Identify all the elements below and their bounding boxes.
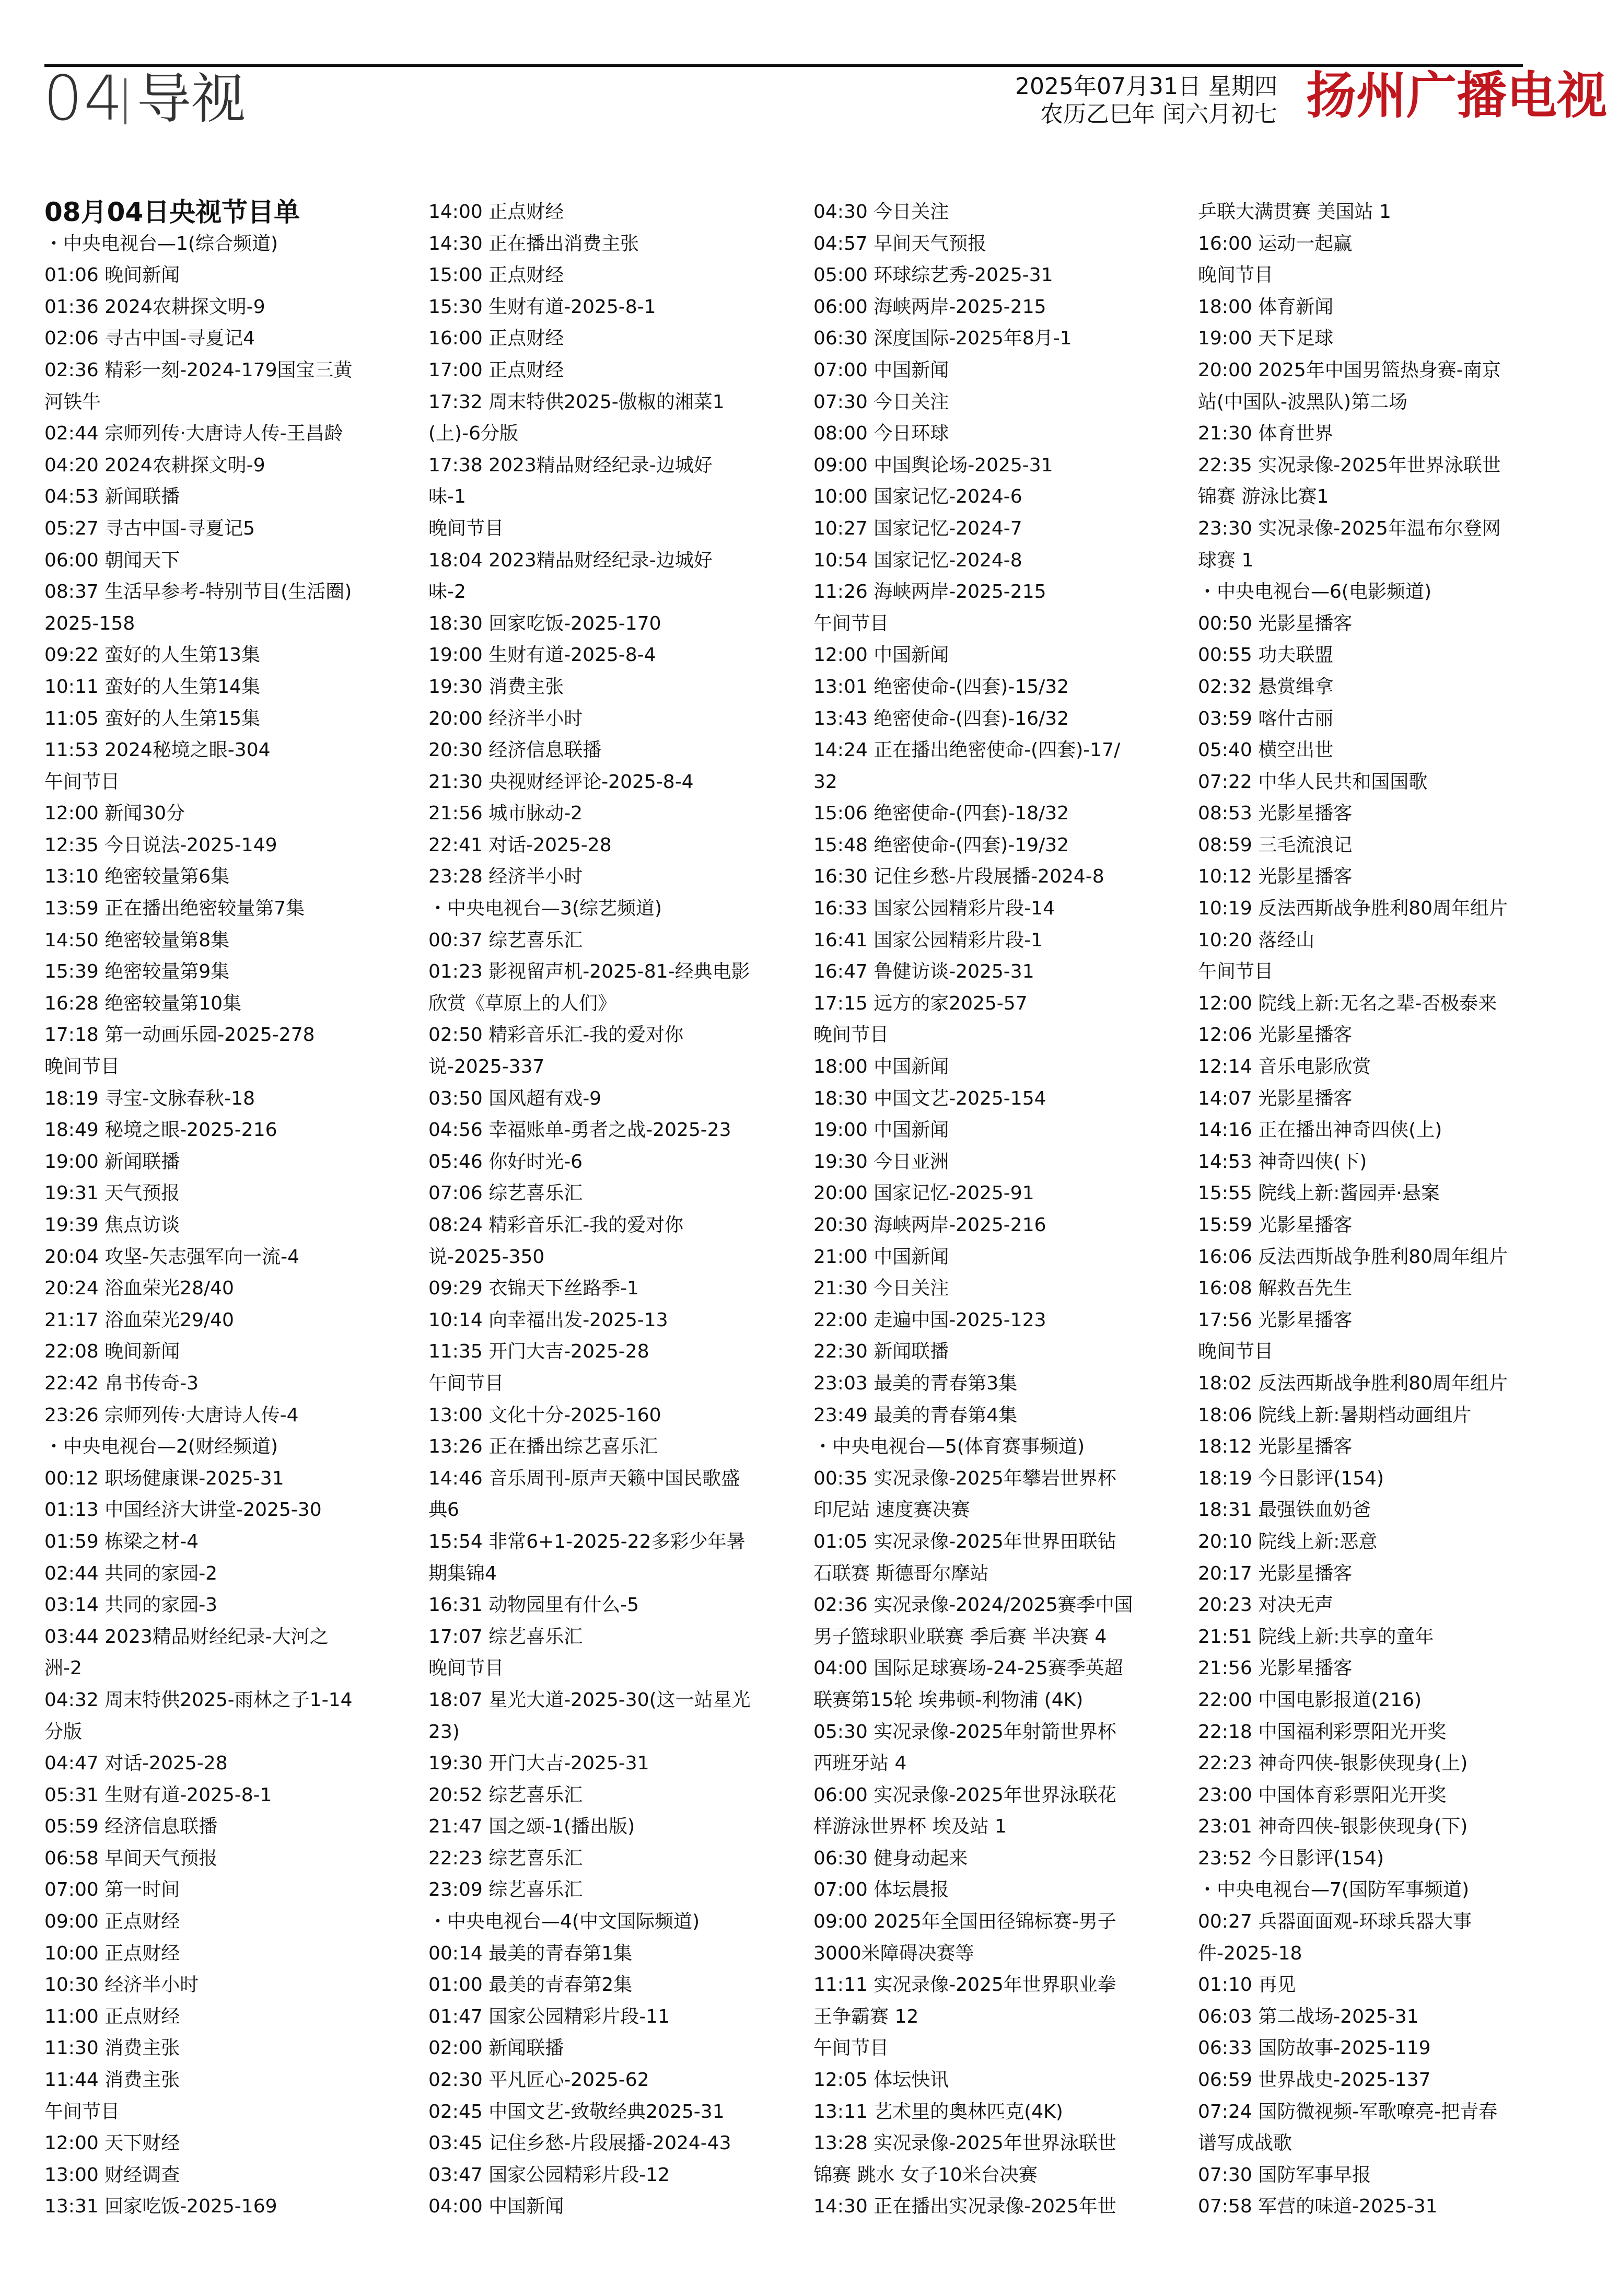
listing-line: 04:56 幸福账单-勇者之战-2025-23 <box>428 1119 731 1141</box>
listing-line: 21:17 浴血荣光29/40 <box>44 1309 234 1331</box>
listing-line: 07:30 今日关注 <box>813 391 949 413</box>
listing-line: 14:24 正在播出绝密使命-(四套)-17/ <box>813 739 1121 761</box>
listing-line: 19:31 天气预报 <box>44 1182 180 1204</box>
listing-line: 22:30 新闻联播 <box>813 1341 949 1363</box>
listing-line: 17:15 远方的家2025-57 <box>813 992 1028 1014</box>
listing-line: 06:33 国防故事-2025-119 <box>1198 2037 1431 2059</box>
logo-text: 扬州广播电视 <box>1306 66 1607 125</box>
listing-line: 06:00 朝闻天下 <box>44 549 180 571</box>
period-heading: 晚间节目 <box>813 1024 889 1046</box>
listing-line: 20:24 浴血荣光28/40 <box>44 1278 234 1300</box>
listing-line: 11:26 海峡两岸-2025-215 <box>813 581 1046 603</box>
listing-line: 13:31 回家吃饭-2025-169 <box>44 2196 277 2218</box>
listing-line: 08:37 生活早参考-特别节目(生活圈) <box>44 581 352 603</box>
channel-heading: ・中央电视台—7(国防军事频道) <box>1198 1879 1469 1901</box>
listing-line: 23:28 经济半小时 <box>428 866 583 888</box>
listing-line: 09:00 正点财经 <box>44 1911 180 1933</box>
listing-line: 19:00 新闻联播 <box>44 1151 180 1173</box>
channel-heading: ・中央电视台—4(中文国际频道) <box>428 1911 700 1933</box>
listing-line: 16:33 国家公园精彩片段-14 <box>813 898 1055 920</box>
listing-line: 味-1 <box>428 486 466 508</box>
listing-line: 04:47 对话-2025-28 <box>44 1753 228 1775</box>
listing-line: 15:06 绝密使命-(四套)-18/32 <box>813 803 1069 825</box>
listing-line: 男子篮球职业联赛 季后赛 半决赛 4 <box>813 1626 1107 1648</box>
listing-line: 锦赛 跳水 女子10米台决赛 <box>813 2164 1038 2186</box>
listing-line: 21:00 中国新闻 <box>813 1246 949 1268</box>
channel-heading: ・中央电视台—5(体育赛事频道) <box>813 1436 1085 1458</box>
listing-line: 07:06 综艺喜乐汇 <box>428 1182 583 1204</box>
listing-line: 32 <box>813 771 837 793</box>
listing-line: 19:30 开门大吉-2025-31 <box>428 1753 649 1775</box>
listing-line: 说-2025-337 <box>428 1056 545 1078</box>
listing-line: 20:00 2025年中国男篮热身赛-南京 <box>1198 359 1501 381</box>
listing-line: 18:19 今日影评(154) <box>1198 1467 1384 1489</box>
listing-line: 17:07 综艺喜乐汇 <box>428 1626 583 1648</box>
page-number: 04 <box>43 62 124 134</box>
listing-line: 07:58 军营的味道-2025-31 <box>1198 2196 1438 2218</box>
listing-line: 17:38 2023精品财经纪录-边城好 <box>428 454 713 476</box>
listing-line: 19:00 天下足球 <box>1198 328 1334 350</box>
listing-column-1 <box>44 196 410 2223</box>
listing-line: 件-2025-18 <box>1198 1942 1302 1964</box>
listing-line: 13:28 实况录像-2025年世界泳联世 <box>813 2132 1116 2154</box>
listing-line: 02:44 共同的家园-2 <box>44 1562 218 1584</box>
listing-line: 站(中国队-波黑队)第二场 <box>1198 391 1408 413</box>
listing-line: 12:35 今日说法-2025-149 <box>44 834 277 856</box>
listing-line: 21:56 光影星播客 <box>1198 1657 1353 1679</box>
listing-line: 01:06 晚间新闻 <box>44 264 180 286</box>
period-heading: 午间节目 <box>813 612 889 634</box>
listing-line: 09:22 蛮好的人生第13集 <box>44 644 260 666</box>
listing-line: 20:30 海峡两岸-2025-216 <box>813 1214 1046 1236</box>
listing-line: 20:52 综艺喜乐汇 <box>428 1784 583 1806</box>
listing-line: 12:00 中国新闻 <box>813 644 949 666</box>
listing-line: 13:43 绝密使命-(四套)-16/32 <box>813 708 1069 729</box>
listing-line: 石联赛 斯德哥尔摩站 <box>813 1562 989 1584</box>
channel-heading: ・中央电视台—1(综合频道) <box>44 233 278 254</box>
listing-line: 12:05 体坛快讯 <box>813 2069 949 2091</box>
listing-line: 04:53 新闻联播 <box>44 486 180 508</box>
listing-line: 典6 <box>428 1499 459 1521</box>
listing-line: 05:27 寻古中国-寻夏记5 <box>44 517 255 539</box>
listing-line: 10:19 反法西斯战争胜利80周年组片 <box>1198 898 1508 920</box>
listing-line: 04:30 今日关注 <box>813 201 949 223</box>
brand-logo <box>1306 66 1607 130</box>
listing-line: 02:06 寻古中国-寻夏记4 <box>44 328 255 350</box>
period-heading: 晚间节目 <box>1198 264 1274 286</box>
listing-line: 22:18 中国福利彩票阳光开奖 <box>1198 1721 1447 1743</box>
period-heading: 午间节目 <box>44 771 120 793</box>
listing-line: 23:03 最美的青春第3集 <box>813 1372 1018 1394</box>
listing-line: 14:46 音乐周刊-原声天籁中国民歌盛 <box>428 1467 740 1489</box>
listing-line: 11:00 正点财经 <box>44 2005 180 2027</box>
channel-heading: ・中央电视台—2(财经频道) <box>44 1436 278 1458</box>
listing-line: 2025-158 <box>44 612 135 634</box>
listing-line: 06:30 健身动起来 <box>813 1847 968 1869</box>
listing-line: 10:00 正点财经 <box>44 1942 180 1964</box>
listing-line: 14:30 正在播出消费主张 <box>428 233 639 254</box>
listing-line: 03:59 喀什古丽 <box>1198 708 1334 729</box>
listing-line: 07:00 体坛晨报 <box>813 1879 949 1901</box>
listing-line: 13:59 正在播出绝密较量第7集 <box>44 898 305 920</box>
listing-line: 21:30 今日关注 <box>813 1278 949 1300</box>
listing-line: 20:17 光影星播客 <box>1198 1562 1353 1584</box>
listing-line: 15:59 光影星播客 <box>1198 1214 1353 1236</box>
listing-line: 23:26 宗师列传·大唐诗人传-4 <box>44 1404 299 1426</box>
listing-line: 20:10 院线上新:恶意 <box>1198 1530 1378 1552</box>
listing-line: 07:24 国防微视频-军歌嘹亮-把青春 <box>1198 2101 1498 2123</box>
listing-line: 19:30 今日亚洲 <box>813 1151 949 1173</box>
period-heading: 午间节目 <box>813 2037 889 2059</box>
listing-line: 16:00 运动一起赢 <box>1198 233 1353 254</box>
listing-line: 03:45 记住乡愁-片段展播-2024-43 <box>428 2132 731 2154</box>
listing-line: 07:22 中华人民共和国国歌 <box>1198 771 1428 793</box>
listing-line: 18:04 2023精品财经纪录-边城好 <box>428 549 713 571</box>
listing-line: 05:31 生财有道-2025-8-1 <box>44 1784 272 1806</box>
listing-line: 16:08 解救吾先生 <box>1198 1278 1353 1300</box>
listing-line: 味-2 <box>428 581 466 603</box>
listing-line: 16:30 记住乡愁-片段展播-2024-8 <box>813 866 1104 888</box>
listing-line: 03:47 国家公园精彩片段-12 <box>428 2164 670 2186</box>
listing-line: 21:56 城市脉动-2 <box>428 803 583 825</box>
period-heading: 晚间节目 <box>44 1056 120 1078</box>
listing-line: 01:00 最美的青春第2集 <box>428 1974 633 1996</box>
listing-line: 08:59 三毛流浪记 <box>1198 834 1353 856</box>
listing-line: 23:00 中国体育彩票阳光开奖 <box>1198 1784 1447 1806</box>
listing-line: 球赛 1 <box>1198 549 1254 571</box>
listing-line: 17:32 周末特供2025-傲椒的湘菜1 <box>428 391 725 413</box>
listing-line: 18:06 院线上新:暑期档动画组片 <box>1198 1404 1472 1426</box>
listing-line: 22:00 中国电影报道(216) <box>1198 1689 1422 1711</box>
listing-line: 10:00 国家记忆-2024-6 <box>813 486 1022 508</box>
listing-line: 15:54 非常6+1-2025-22多彩少年暑 <box>428 1530 746 1552</box>
listing-line: 15:48 绝密使命-(四套)-19/32 <box>813 834 1069 856</box>
listing-line: 17:56 光影星播客 <box>1198 1309 1353 1331</box>
listing-line: 11:53 2024秘境之眼-304 <box>44 739 271 761</box>
listing-line: 19:00 生财有道-2025-8-4 <box>428 644 656 666</box>
listing-line: 05:00 环球综艺秀-2025-31 <box>813 264 1053 286</box>
listing-line: 3000米障碍决赛等 <box>813 1942 974 1964</box>
listing-line: 03:44 2023精品财经纪录-大河之 <box>44 1626 329 1648</box>
listing-line: 21:51 院线上新:共享的童年 <box>1198 1626 1434 1648</box>
listing-line: 06:00 实况录像-2025年世界泳联花 <box>813 1784 1116 1806</box>
listing-line: 20:23 对决无声 <box>1198 1594 1334 1616</box>
listing-line: 王争霸赛 12 <box>813 2005 919 2027</box>
listing-line: 22:08 晚间新闻 <box>44 1341 180 1363</box>
listing-line: 22:42 帛书传奇-3 <box>44 1372 199 1394</box>
listing-line: 18:02 反法西斯战争胜利80周年组片 <box>1198 1372 1508 1394</box>
listing-line: 13:11 艺术里的奥林匹克(4K) <box>813 2101 1063 2123</box>
listing-line: 11:05 蛮好的人生第15集 <box>44 708 260 729</box>
period-heading: 午间节目 <box>428 1372 504 1394</box>
listing-line: 02:36 实况录像-2024/2025赛季中国 <box>813 1594 1133 1616</box>
listing-line: 23) <box>428 1721 460 1743</box>
listing-line: 12:14 音乐电影欣赏 <box>1198 1056 1371 1078</box>
listing-line: 13:01 绝密使命-(四套)-15/32 <box>813 676 1069 698</box>
listing-line: 22:00 走遍中国-2025-123 <box>813 1309 1046 1331</box>
listing-line: 16:28 绝密较量第10集 <box>44 992 241 1014</box>
listing-line: 12:00 天下财经 <box>44 2132 180 2154</box>
listing-line: 09:00 中国舆论场-2025-31 <box>813 454 1053 476</box>
listing-line: 11:30 消费主张 <box>44 2037 180 2059</box>
listing-line: 14:07 光影星播客 <box>1198 1087 1353 1109</box>
listing-line: 00:37 综艺喜乐汇 <box>428 929 583 951</box>
listing-line: 18:31 最强铁血奶爸 <box>1198 1499 1371 1521</box>
listing-line: 06:00 海峡两岸-2025-215 <box>813 296 1046 318</box>
listing-line: 谱写成战歌 <box>1198 2132 1292 2154</box>
listing-line: 00:27 兵器面面观-环球兵器大事 <box>1198 1911 1472 1933</box>
listing-line: 07:00 中国新闻 <box>813 359 949 381</box>
listing-line: (上)-6分版 <box>428 423 518 445</box>
listing-line: 00:14 最美的青春第1集 <box>428 1942 633 1964</box>
listing-line: 西班牙站 4 <box>813 1753 907 1775</box>
listing-line: 05:59 经济信息联播 <box>44 1816 218 1838</box>
listing-line: 08:24 精彩音乐汇-我的爱对你 <box>428 1214 684 1236</box>
listing-line: 23:30 实况录像-2025年温布尔登网 <box>1198 517 1501 539</box>
listing-line: 17:00 正点财经 <box>428 359 564 381</box>
listing-line: 19:39 焦点访谈 <box>44 1214 180 1236</box>
listing-line: 02:44 宗师列传·大唐诗人传-王昌龄 <box>44 423 343 445</box>
listing-line: 14:53 神奇四侠(下) <box>1198 1151 1367 1173</box>
listing-line: 18:30 中国文艺-2025-154 <box>813 1087 1046 1109</box>
listing-line: 06:30 深度国际-2025年8月-1 <box>813 328 1072 350</box>
listing-line: 乒联大满贯赛 美国站 1 <box>1198 201 1391 223</box>
listing-line: 01:59 栋梁之材-4 <box>44 1530 199 1552</box>
listing-line: 13:00 财经调查 <box>44 2164 180 2186</box>
listing-line: 洲-2 <box>44 1657 82 1679</box>
listing-line: 21:30 央视财经评论-2025-8-4 <box>428 771 694 793</box>
listing-line: 02:50 精彩音乐汇-我的爱对你 <box>428 1024 684 1046</box>
listing-line: 14:00 正点财经 <box>428 201 564 223</box>
listing-line: 04:32 周末特供2025-雨林之子1-14 <box>44 1689 353 1711</box>
listing-line: 16:06 反法西斯战争胜利80周年组片 <box>1198 1246 1508 1268</box>
listing-line: 00:55 功夫联盟 <box>1198 644 1334 666</box>
listing-line: 15:39 绝密较量第9集 <box>44 961 230 983</box>
listing-column-4 <box>1198 196 1564 2223</box>
listing-line: 00:12 职场健康课-2025-31 <box>44 1467 284 1489</box>
listing-line: 11:44 消费主张 <box>44 2069 180 2091</box>
header-divider <box>124 78 126 124</box>
listing-line: 01:23 影视留声机-2025-81-经典电影 <box>428 961 750 983</box>
listing-line: 10:30 经济半小时 <box>44 1974 199 1996</box>
listing-line: 18:00 体育新闻 <box>1198 296 1334 318</box>
listing-line: 00:50 光影星播客 <box>1198 612 1353 634</box>
listing-line: 10:12 光影星播客 <box>1198 866 1353 888</box>
listing-line: 01:10 再见 <box>1198 1974 1296 1996</box>
header-rule <box>44 64 1523 67</box>
listing-line: 04:57 早间天气预报 <box>813 233 987 254</box>
channel-heading: ・中央电视台—3(综艺频道) <box>428 898 662 920</box>
listing-line: 12:06 光影星播客 <box>1198 1024 1353 1046</box>
listing-line: 06:58 早间天气预报 <box>44 1847 218 1869</box>
listing-line: 08:53 光影星播客 <box>1198 803 1353 825</box>
listing-line: 19:00 中国新闻 <box>813 1119 949 1141</box>
listing-line: 22:41 对话-2025-28 <box>428 834 612 856</box>
listing-line: 13:10 绝密较量第6集 <box>44 866 230 888</box>
listing-line: 20:04 攻坚-矢志强军向一流-4 <box>44 1246 300 1268</box>
listing-line: 00:35 实况录像-2025年攀岩世界杯 <box>813 1467 1116 1489</box>
listing-line: 02:45 中国文艺-致敬经典2025-31 <box>428 2101 725 2123</box>
listing-line: 14:30 正在播出实况录像-2025年世 <box>813 2196 1116 2218</box>
listing-line: 13:26 正在播出综艺喜乐汇 <box>428 1436 658 1458</box>
listing-line: 18:07 星光大道-2025-30(这一站星光 <box>428 1689 751 1711</box>
listing-line: 河铁牛 <box>44 391 101 413</box>
listing-line: 10:14 向幸福出发-2025-13 <box>428 1309 668 1331</box>
listing-line: 03:50 国风超有戏-9 <box>428 1087 602 1109</box>
listing-line: 16:31 动物园里有什么-5 <box>428 1594 639 1616</box>
listing-line: 19:30 消费主张 <box>428 676 564 698</box>
listing-line: 锦赛 游泳比赛1 <box>1198 486 1329 508</box>
listing-line: 16:47 鲁健访谈-2025-31 <box>813 961 1034 983</box>
listing-line: 10:20 落经山 <box>1198 929 1315 951</box>
listing-line: 05:40 横空出世 <box>1198 739 1334 761</box>
listing-line: 说-2025-350 <box>428 1246 545 1268</box>
period-heading: 晚间节目 <box>1198 1341 1274 1363</box>
listing-line: 联赛第15轮 埃弗顿-利物浦 (4K) <box>813 1689 1084 1711</box>
listing-line: 18:12 光影星播客 <box>1198 1436 1353 1458</box>
listing-line: 15:00 正点财经 <box>428 264 564 286</box>
listing-line: 02:30 平凡匠心-2025-62 <box>428 2069 649 2091</box>
listing-line: 21:47 国之颂-1(播出版) <box>428 1816 635 1838</box>
listing-line: 16:41 国家公园精彩片段-1 <box>813 929 1043 951</box>
listing-line: 05:30 实况录像-2025年射箭世界杯 <box>813 1721 1116 1743</box>
listing-line: 08:00 今日环球 <box>813 423 949 445</box>
listing-line: 13:00 文化十分-2025-160 <box>428 1404 661 1426</box>
listing-line: 18:19 寻宝-文脉春秋-18 <box>44 1087 255 1109</box>
listing-line: 04:00 中国新闻 <box>428 2196 564 2218</box>
listing-line: 10:54 国家记忆-2024-8 <box>813 549 1022 571</box>
listing-line: 23:01 神奇四侠-银影侠现身(下) <box>1198 1816 1468 1838</box>
listing-line: 03:14 共同的家园-3 <box>44 1594 218 1616</box>
listing-line: 18:00 中国新闻 <box>813 1056 949 1078</box>
listing-line: 06:59 世界战史-2025-137 <box>1198 2069 1431 2091</box>
listing-line: 23:09 综艺喜乐汇 <box>428 1879 583 1901</box>
listing-column-2 <box>428 196 794 2223</box>
listing-line: 02:36 精彩一刻-2024-179国宝三黄 <box>44 359 353 381</box>
listing-line: 04:00 国际足球赛场-24-25赛季英超 <box>813 1657 1123 1679</box>
listing-line: 18:30 回家吃饭-2025-170 <box>428 612 661 634</box>
listing-line: 期集锦4 <box>428 1562 497 1584</box>
period-heading: 晚间节目 <box>428 517 504 539</box>
period-heading: 午间节目 <box>44 2101 120 2123</box>
listing-line: 11:35 开门大吉-2025-28 <box>428 1341 649 1363</box>
listing-line: 01:36 2024农耕探文明-9 <box>44 296 265 318</box>
channel-heading: ・中央电视台—6(电影频道) <box>1198 581 1431 603</box>
listing-line: 20:00 经济半小时 <box>428 708 583 729</box>
listing-line: 10:27 国家记忆-2024-7 <box>813 517 1022 539</box>
listing-line: 06:03 第二战场-2025-31 <box>1198 2005 1419 2027</box>
listing-line: 04:20 2024农耕探文明-9 <box>44 454 265 476</box>
period-heading: 晚间节目 <box>428 1657 504 1679</box>
listing-line: 16:00 正点财经 <box>428 328 564 350</box>
date-line: 2025年07月31日 星期四 <box>1015 73 1277 100</box>
listing-line: 17:18 第一动画乐园-2025-278 <box>44 1024 315 1046</box>
listing-line: 09:00 2025年全国田径锦标赛-男子 <box>813 1911 1116 1933</box>
listing-line: 印尼站 速度赛决赛 <box>813 1499 970 1521</box>
listing-line: 18:49 秘境之眼-2025-216 <box>44 1119 277 1141</box>
schedule-title: 08月04日央视节目单 <box>44 197 300 227</box>
listing-line: 09:29 衣锦天下丝路季-1 <box>428 1278 639 1300</box>
period-heading: 午间节目 <box>1198 961 1274 983</box>
listing-line: 样游泳世界杯 埃及站 1 <box>813 1816 1007 1838</box>
listing-line: 07:30 国防军事早报 <box>1198 2164 1371 2186</box>
listing-line: 20:00 国家记忆-2025-91 <box>813 1182 1034 1204</box>
listing-line: 14:50 绝密较量第8集 <box>44 929 230 951</box>
listing-line: 15:55 院线上新:酱园弄·悬案 <box>1198 1182 1440 1204</box>
listing-line: 05:46 你好时光-6 <box>428 1151 583 1173</box>
listing-line: 22:23 综艺喜乐汇 <box>428 1847 583 1869</box>
listing-line: 01:47 国家公园精彩片段-11 <box>428 2005 670 2027</box>
listing-line: 欣赏《草原上的人们》 <box>428 992 617 1014</box>
listing-line: 01:05 实况录像-2025年世界田联钻 <box>813 1530 1116 1552</box>
listing-line: 15:30 生财有道-2025-8-1 <box>428 296 656 318</box>
listing-line: 22:23 神奇四侠-银影侠现身(上) <box>1198 1753 1468 1775</box>
listing-line: 14:16 正在播出神奇四侠(上) <box>1198 1119 1442 1141</box>
listing-line: 10:11 蛮好的人生第14集 <box>44 676 260 698</box>
listing-line: 02:00 新闻联播 <box>428 2037 564 2059</box>
listing-line: 23:49 最美的青春第4集 <box>813 1404 1018 1426</box>
listing-line: 01:13 中国经济大讲堂-2025-30 <box>44 1499 322 1521</box>
listing-line: 23:52 今日影评(154) <box>1198 1847 1384 1869</box>
lunar-date-line: 农历乙巳年 闰六月初七 <box>1040 101 1277 127</box>
listing-line: 07:00 第一时间 <box>44 1879 180 1901</box>
listing-line: 02:32 悬赏缉拿 <box>1198 676 1334 698</box>
listing-line: 分版 <box>44 1721 83 1743</box>
listing-line: 12:00 院线上新:无名之辈-否极泰来 <box>1198 992 1497 1014</box>
listing-line: 12:00 新闻30分 <box>44 803 185 825</box>
listing-line: 20:30 经济信息联播 <box>428 739 602 761</box>
listing-line: 21:30 体育世界 <box>1198 423 1334 445</box>
listing-line: 11:11 实况录像-2025年世界职业拳 <box>813 1974 1116 1996</box>
listing-line: 22:35 实况录像-2025年世界泳联世 <box>1198 454 1501 476</box>
section-title: 导视 <box>137 67 246 131</box>
listing-column-3 <box>813 196 1179 2223</box>
